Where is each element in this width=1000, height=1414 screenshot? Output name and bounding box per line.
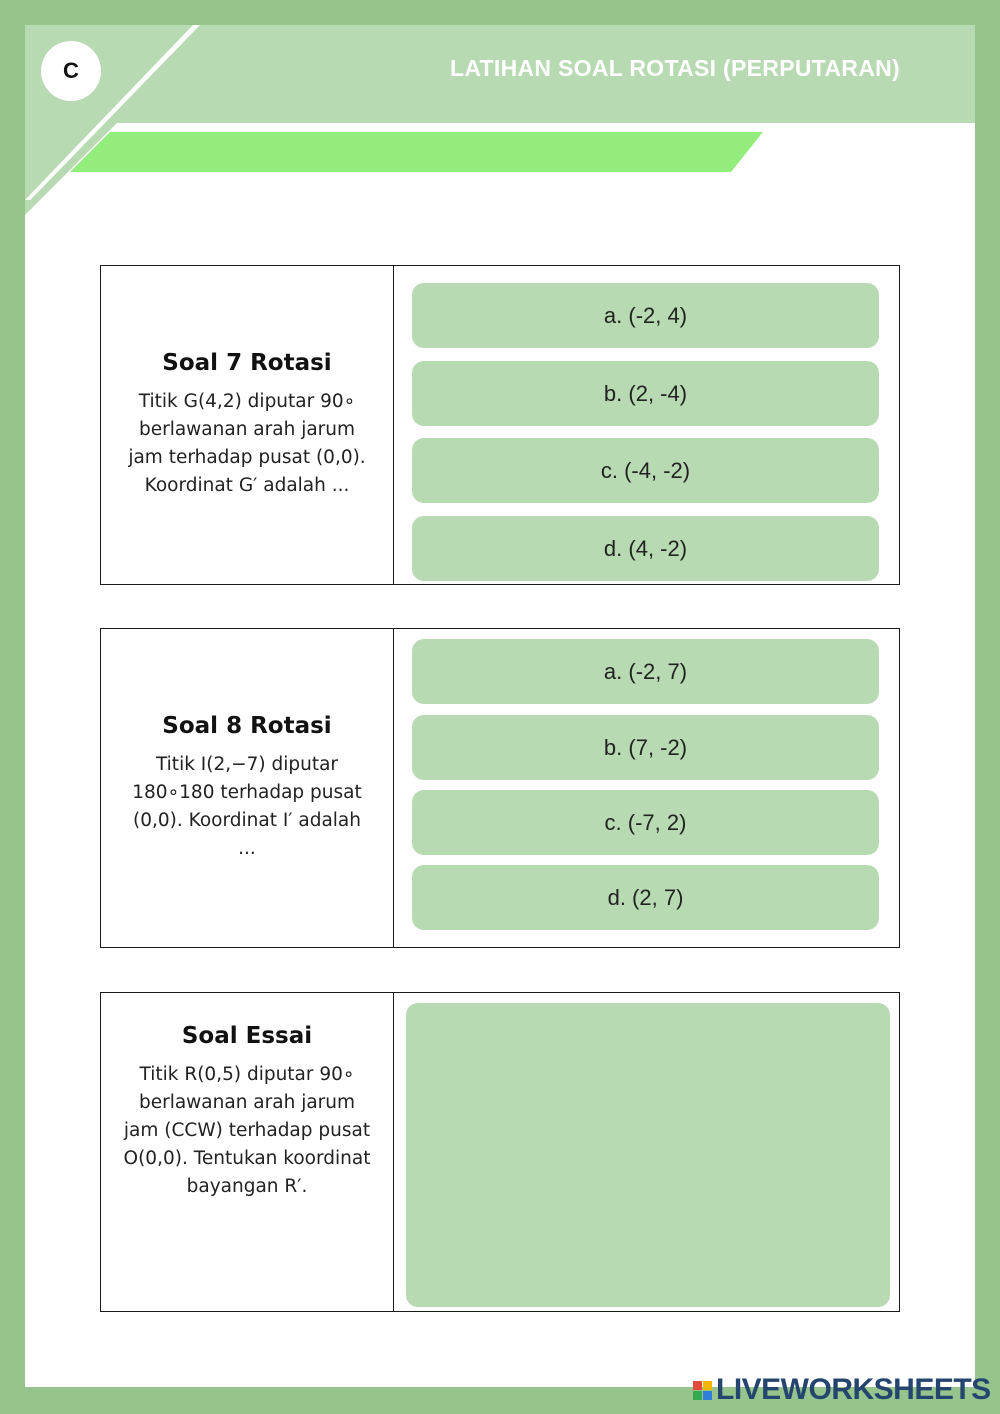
essay-answer-area [394, 993, 899, 1311]
question-text: Titik I(2,−7) diputar 180∘180 terhadap pusat (0,0). Koordinat I′ adalah ... [132, 754, 362, 859]
answer-options [394, 266, 899, 584]
option-d[interactable]: d. (2, 7) [412, 865, 879, 930]
answer-options [394, 629, 899, 947]
option-b[interactable]: b. (2, -4) [412, 361, 879, 426]
question-title: Soal 8 Rotasi [162, 713, 332, 739]
question-prompt [101, 629, 394, 947]
essay-answer-input[interactable] [406, 1003, 890, 1307]
logo-text: LIVEWORKSHEETS [716, 1373, 991, 1406]
question-prompt [101, 266, 394, 584]
accent-bar [70, 132, 763, 172]
essay-title: Soal Essai [181, 1023, 313, 1049]
option-a[interactable]: a. (-2, 7) [412, 639, 879, 704]
logo-squares-icon [693, 1381, 712, 1400]
worksheet-page [25, 25, 975, 1387]
page-title: LATIHAN SOAL ROTASI (PERPUTARAN) [450, 55, 900, 81]
essay-text: Titik R(0,5) diputar 90∘ berlawanan arah jarum jam (CCW) terhadap pusat O(0,0). Tentukan koordinat bayangan R′. [123, 1064, 371, 1197]
section-badge: C [41, 41, 101, 101]
option-d[interactable]: d. (4, -2) [412, 516, 879, 581]
essay-prompt [101, 993, 394, 1311]
question-text: Titik G(4,2) diputar 90∘ berlawanan arah jarum jam terhadap pusat (0,0). Koordinat G′ adalah ... [128, 391, 366, 496]
option-a[interactable]: a. (-2, 4) [412, 283, 879, 348]
question-card-8 [100, 628, 900, 948]
liveworksheets-logo [693, 1374, 993, 1406]
option-b[interactable]: b. (7, -2) [412, 715, 879, 780]
option-c[interactable]: c. (-4, -2) [412, 438, 879, 503]
option-c[interactable]: c. (-7, 2) [412, 790, 879, 855]
question-title: Soal 7 Rotasi [162, 350, 332, 376]
essay-card [100, 992, 900, 1312]
question-card-7 [100, 265, 900, 585]
